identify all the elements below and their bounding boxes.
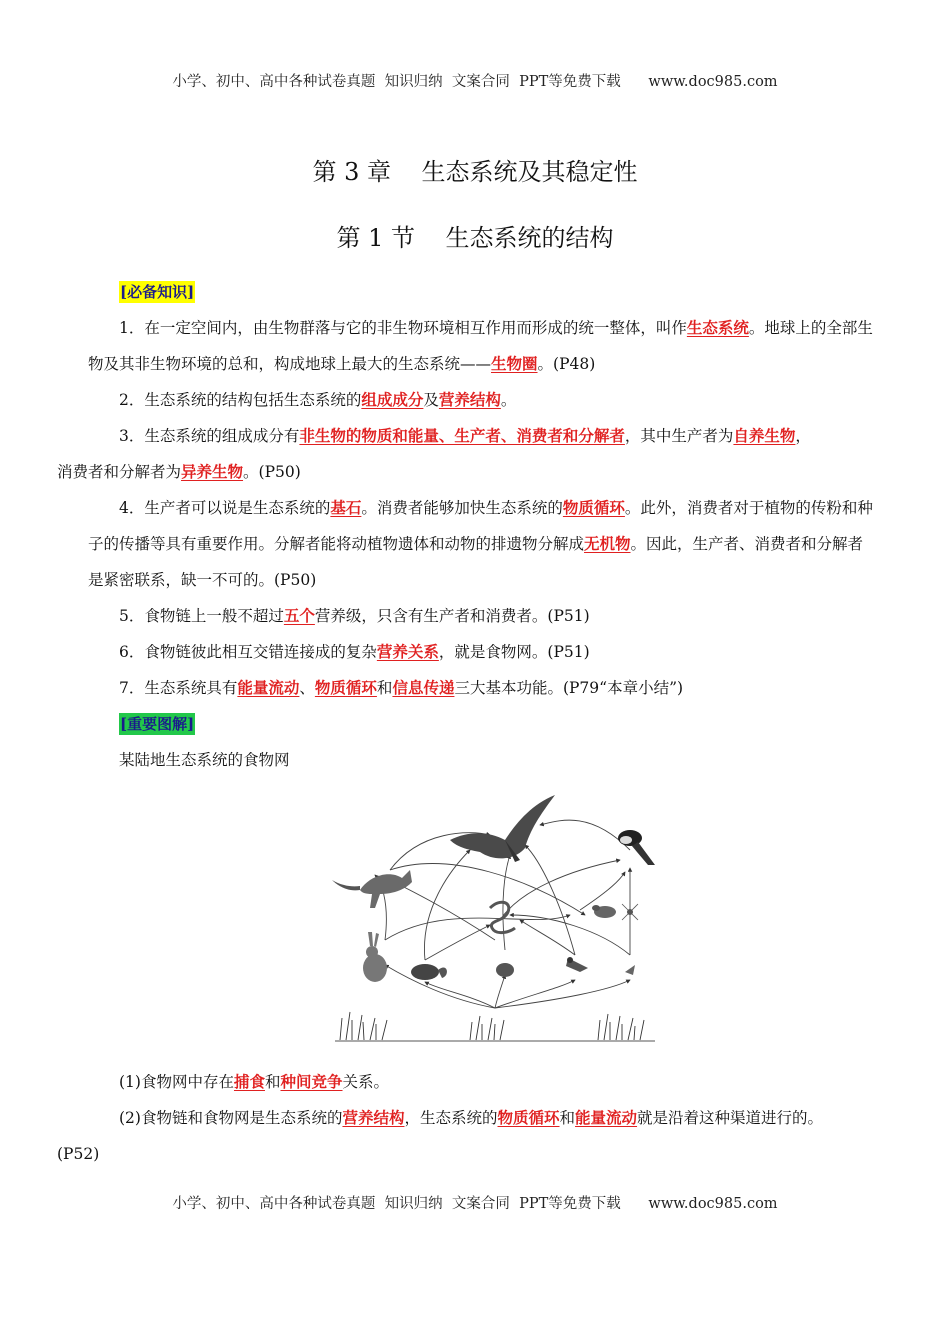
page-footer: 小学、初中、高中各种试卷真题 知识归纳 文案合同 PPT等免费下载 www.doc985.com	[172, 1196, 778, 1212]
page-header: 小学、初中、高中各种试卷真题 知识归纳 文案合同 PPT等免费下载 www.doc985.com	[172, 74, 778, 90]
answer-five: 五个	[283, 606, 315, 625]
answer-material-cycle-2: 物质循环	[314, 678, 377, 697]
point-3	[57, 418, 878, 490]
answer-component-list: 非生物的物质和能量、生产者、消费者和分解者	[299, 426, 625, 445]
magpie-icon	[618, 830, 655, 865]
text: 3．生态系统的组成成分有	[119, 427, 300, 445]
answer-predation: 捕食	[233, 1072, 265, 1091]
answer-energy-flow-2: 能量流动	[575, 1108, 638, 1127]
question-1	[88, 1064, 878, 1100]
text: 和	[264, 1073, 281, 1091]
section-title: 第 1 节 生态系统的结构	[336, 224, 614, 252]
point-5	[88, 598, 878, 634]
answer-trophic-structure-2: 营养结构	[342, 1108, 405, 1127]
text: 和	[376, 679, 393, 697]
text: 就是沿着这种渠道进行的。	[637, 1109, 824, 1127]
text: 7．生态系统具有	[119, 679, 238, 697]
text: 2．生态系统的结构包括生态系统的	[119, 391, 362, 409]
point-4	[88, 490, 878, 598]
text: 5．食物链上一般不超过	[119, 607, 284, 625]
answer-inorganic: 无机物	[584, 534, 631, 553]
text: 三大基本功能。(P79“本章小结”)	[454, 679, 684, 697]
point-6	[88, 634, 878, 670]
answer-material-cycle: 物质循环	[562, 498, 625, 517]
text: 及	[423, 391, 439, 409]
important-figure-tag: [重要图解]	[120, 715, 195, 733]
text: 。(P50)	[243, 463, 301, 481]
bird-icon	[566, 957, 588, 972]
mouse-icon	[496, 963, 514, 977]
text: ，其中生产者为	[624, 427, 734, 445]
text: 关系。	[342, 1073, 390, 1091]
chapter-title: 第 3 章 生态系统及其稳定性	[312, 158, 638, 186]
text: (1)食物网中存在	[119, 1073, 234, 1091]
answer-biosphere: 生物圈	[491, 354, 538, 373]
text: ，生态系统的	[404, 1109, 498, 1127]
text: 。(P48)	[537, 355, 596, 373]
must-know-heading	[88, 274, 878, 310]
text: (2)食物链和食物网是生态系统的	[119, 1109, 343, 1127]
answer-ecosystem: 生态系统	[686, 318, 749, 337]
rabbit-icon	[363, 932, 387, 982]
eagle-icon	[450, 795, 555, 862]
text: 消费者和分解者为	[57, 463, 182, 481]
answer-autotroph: 自养生物	[733, 426, 796, 445]
question-2	[57, 1100, 878, 1172]
content	[57, 274, 878, 778]
answer-material-cycle-3: 物质循环	[497, 1108, 560, 1127]
point-7	[88, 670, 878, 706]
point-2	[88, 382, 878, 418]
answer-competition: 种间竞争	[280, 1072, 343, 1091]
answer-heterotroph: 异养生物	[181, 462, 244, 481]
text: 。因此，生产者、消费者和分解者是紧密联系，缺一不可的。(P50)	[88, 535, 864, 589]
fox-icon	[332, 870, 412, 908]
squirrel-icon	[411, 964, 447, 980]
text: (P52)	[57, 1145, 100, 1163]
grass-icon	[335, 1012, 655, 1041]
answer-trophic-relation: 营养关系	[376, 642, 439, 661]
text: 。	[500, 391, 517, 409]
answer-cornerstone: 基石	[330, 498, 362, 517]
text: 4．生产者可以说是生态系统的	[119, 499, 331, 517]
text: 。此外，消费者对于植物的传粉和种子的传播等具有重要作用。分解者能将动植物遗体和动物的排遗物分解成	[88, 499, 873, 553]
figure-questions	[57, 1064, 878, 1172]
text: 6．食物链彼此相互交错连接成的复杂	[119, 643, 377, 661]
text: 营养级，只含有生产者和消费者。(P51)	[314, 607, 590, 625]
figure-caption: 某陆地生态系统的食物网	[119, 751, 290, 769]
point-1	[88, 310, 878, 382]
answer-information: 信息传递	[392, 678, 455, 697]
figure-heading	[88, 706, 878, 742]
food-web-figure	[330, 790, 660, 1045]
text: ，就是食物网。(P51)	[438, 643, 590, 661]
text: 、	[299, 679, 315, 697]
insect-icon	[625, 965, 635, 975]
must-know-tag: [必备知识]	[120, 283, 195, 301]
text: 和	[559, 1109, 576, 1127]
text: 。地球上的全部生物及其非生物环境的总和，构成地球上最大的生态系统——	[88, 319, 873, 373]
frog-icon	[592, 905, 616, 918]
text: 1．在一定空间内，由生物群落与它的非生物环境相互作用而形成的统一整体，叫作	[119, 319, 687, 337]
answer-components: 组成成分	[361, 390, 424, 409]
text: ，	[795, 427, 811, 445]
answer-trophic-structure: 营养结构	[438, 390, 501, 409]
answer-energy-flow: 能量流动	[237, 678, 300, 697]
text: 。消费者能够加快生态系统的	[361, 499, 563, 517]
